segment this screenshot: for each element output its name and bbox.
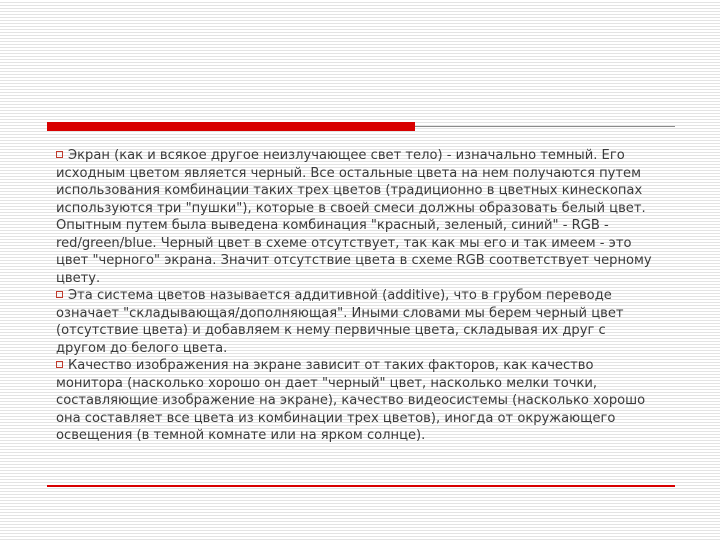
paragraph-2 bbox=[56, 287, 656, 357]
square-bullet-icon bbox=[56, 361, 63, 368]
square-bullet-icon bbox=[56, 291, 63, 298]
paragraph-3-text: Качество изображения на экране зависит от таких факторов, как качество монитора (насколько хорошо он дает "черный" цвет, насколько мелки точки, составляющие изображение на экране), качество видеосистемы (насколько хорошо она составляет все цвета из комбинации трех цветов), иногда от окружающего освещения (в темной комнате или на ярком солнце). bbox=[56, 358, 646, 443]
accent-bar bbox=[47, 122, 415, 131]
paragraph-2-text: Эта система цветов называется аддитивной (additive), что в грубом переводе означает "складывающая/дополняющая". Иными словами мы берем черный цвет (отсутствие цвета) и добавляем к нему первичные цвета, складывая их друг с другом до белого цвета. bbox=[56, 288, 624, 356]
slide-body bbox=[56, 147, 656, 445]
square-bullet-icon bbox=[56, 151, 63, 158]
paragraph-3 bbox=[56, 357, 656, 445]
bottom-divider-line bbox=[47, 485, 675, 487]
paragraph-1-text: Экран (как и всякое другое неизлучающее свет тело) - изначально темный. Его исходным цветом является черный. Все остальные цвета на нем получаются путем использования комбинации таких трех цветов (традиционно в цветных кинескопах используются три "пушки"), которые в своей смеси должны образовать белый цвет. Опытным путем была выведена комбинация "красный, зеленый, синий" - RGB - red/green/blue. Черный цвет в схеме отсутствует, так как мы его и так имеем - это цвет "черного" экрана. Значит отсутствие цвета в схеме RGB соответствует черному цвету. bbox=[56, 148, 652, 286]
paragraph-1 bbox=[56, 147, 656, 287]
